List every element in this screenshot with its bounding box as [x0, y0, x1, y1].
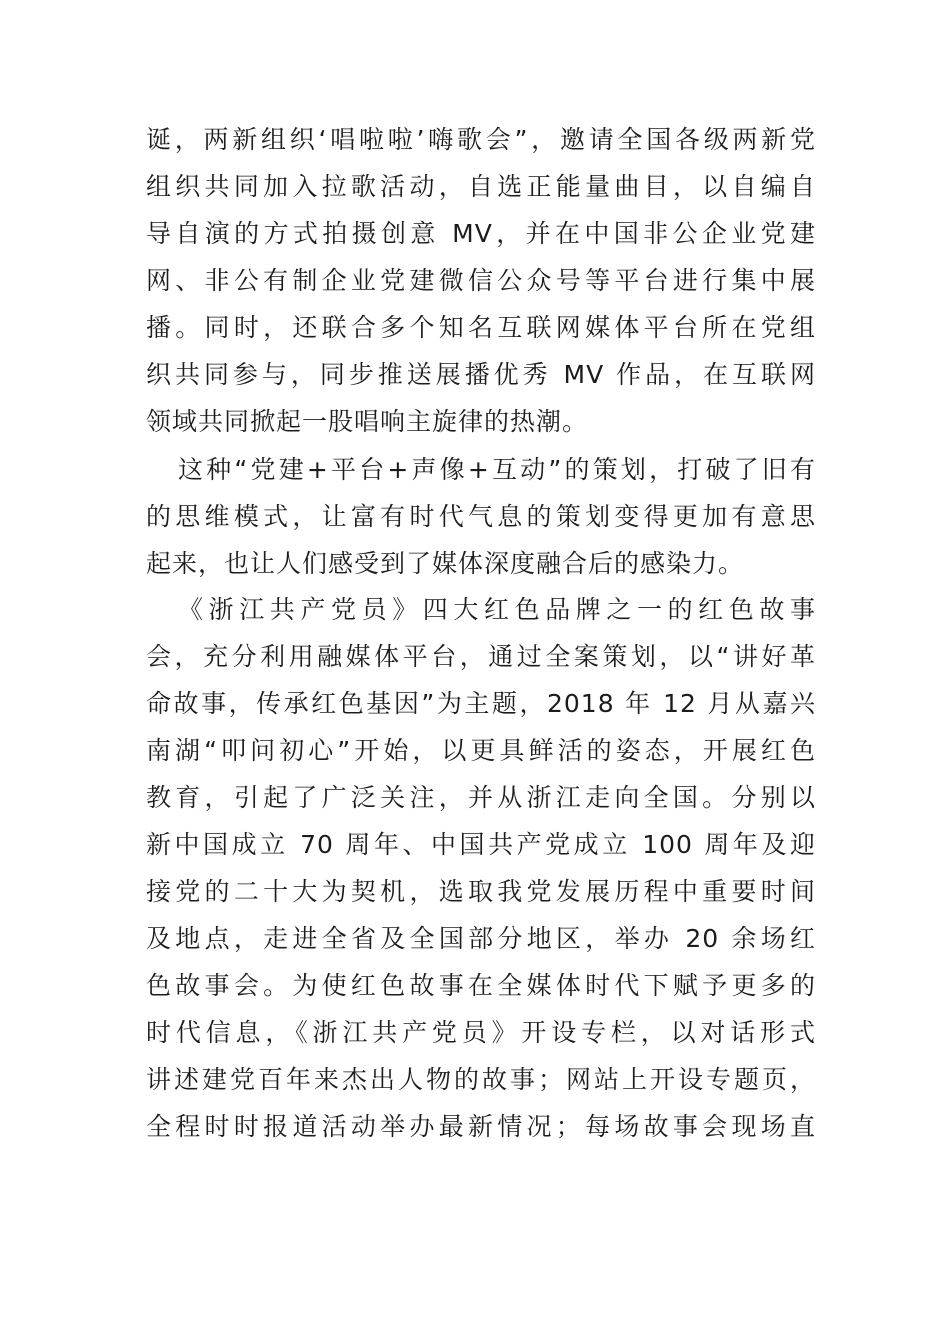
text-line: 组织共同加入拉歌活动，自选正能量曲目，以自编自	[146, 172, 816, 201]
text-line: 新中国成立 70 周年、中国共产党成立 100 周年及迎	[146, 830, 816, 859]
text-line: 及地点，走进全省及全国部分地区，举办 20 余场红	[146, 924, 816, 953]
paragraph-mv-campaign	[146, 116, 816, 445]
text-line: 网、非公有制企业党建微信公众号等平台进行集中展	[146, 266, 816, 295]
text-line: 《浙江共产党员》四大红色品牌之一的红色故事	[178, 595, 816, 624]
text-line: 播。同时，还联合多个知名互联网媒体平台所在党组	[146, 313, 816, 342]
text-line: 诞，两新组织‘唱啦啦’嗨歌会”，邀请全国各级两新党	[146, 125, 816, 154]
text-line: 全程时时报道活动举办最新情况；每场故事会现场直	[146, 1112, 816, 1141]
text-line: 色故事会。为使红色故事在全媒体时代下赋予更多的	[146, 971, 816, 1000]
text-line: 的思维模式，让富有时代气息的策划变得更加有意思	[146, 502, 816, 531]
text-line: 这种“党建+平台+声像+互动”的策划，打破了旧有	[178, 455, 816, 484]
text-line: 时代信息，《浙江共产党员》开设专栏，以对话形式	[146, 1018, 816, 1047]
text-line: 领域共同掀起一股唱响主旋律的热潮。	[146, 407, 589, 436]
text-line: 导自演的方式拍摄创意 MV，并在中国非公企业党建	[146, 219, 816, 248]
paragraph-planning-mode	[146, 446, 816, 587]
text-line: 会，充分利用融媒体平台，通过全案策划，以“讲好革	[146, 642, 816, 671]
text-line: 织共同参与，同步推送展播优秀 MV 作品，在互联网	[146, 360, 816, 389]
text-line: 起来，也让人们感受到了媒体深度融合后的感染力。	[146, 549, 745, 578]
text-line: 命故事，传承红色基因”为主题，2018 年 12 月从嘉兴	[146, 689, 816, 718]
text-line: 南湖“叩问初心”开始，以更具鲜活的姿态，开展红色	[146, 736, 816, 765]
text-line: 接党的二十大为契机，选取我党发展历程中重要时间	[146, 877, 816, 906]
paragraph-red-story	[146, 586, 816, 1150]
text-line: 讲述建党百年来杰出人物的故事；网站上开设专题页，	[146, 1065, 816, 1094]
text-line: 教育，引起了广泛关注，并从浙江走向全国。分别以	[146, 783, 816, 812]
